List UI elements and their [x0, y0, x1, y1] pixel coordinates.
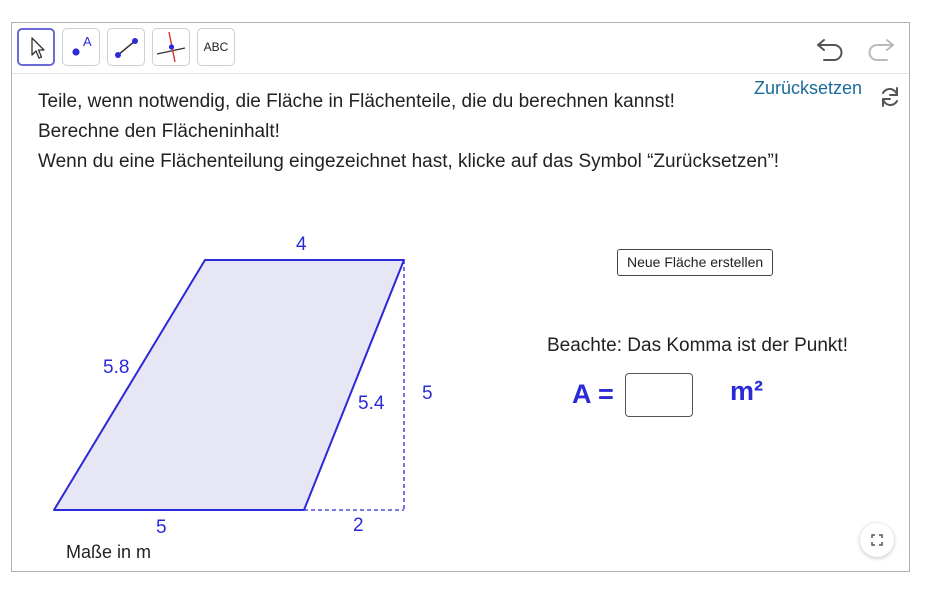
parallelogram-shape[interactable]: [54, 260, 404, 510]
area-answer-input[interactable]: [625, 373, 693, 417]
fullscreen-button[interactable]: [860, 523, 894, 557]
left-side-label: 5.8: [103, 357, 130, 378]
bottom-side-label: 5: [156, 517, 167, 538]
area-label: A =: [572, 379, 614, 409]
drawing-canvas[interactable]: [12, 23, 909, 571]
top-side-label: 4: [296, 234, 307, 255]
right-side-label: 5.4: [358, 393, 385, 414]
new-shape-button[interactable]: Neue Fläche erstellen: [617, 249, 773, 276]
units-note: Maße in m: [66, 542, 152, 562]
extension-label: 2: [353, 515, 364, 536]
geogebra-applet: [11, 22, 910, 572]
height-label: 5: [422, 383, 433, 404]
reset-link[interactable]: Zurücksetzen: [754, 78, 863, 98]
area-unit: m²: [730, 376, 763, 406]
instruction-line-1: Teile, wenn notwendig, die Fläche in Flächenteile, die du berechnen kannst!: [38, 91, 675, 112]
instruction-line-2: Berechne den Flächeninhalt!: [38, 121, 280, 142]
instruction-line-3: Wenn du eine Flächenteilung eingezeichnet hast, klicke auf das Symbol “Zurücksetzen”!: [38, 151, 780, 172]
point-tool-label: A: [83, 34, 92, 49]
text-icon: ABC: [203, 40, 229, 54]
fullscreen-icon: [860, 523, 894, 557]
comma-note: Beachte: Das Komma ist der Punkt!: [547, 335, 848, 356]
